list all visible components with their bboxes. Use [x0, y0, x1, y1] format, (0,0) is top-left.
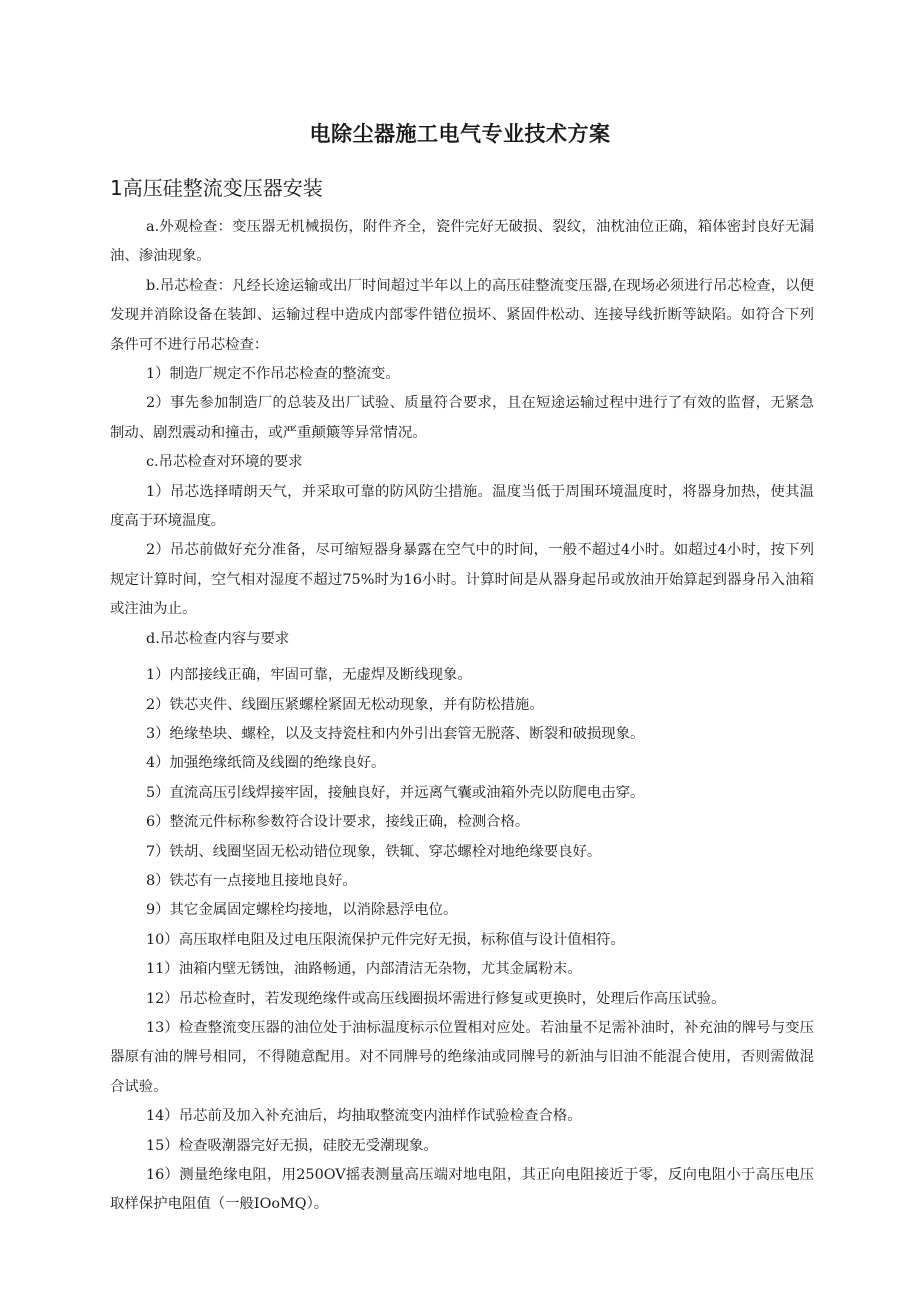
- list-item: 15）检查吸潮器完好无损，硅胶无受潮现象。: [146, 1137, 438, 1154]
- list-item: 1）内部接线正确，牢固可靠，无虚焊及断线现象。: [146, 667, 472, 684]
- list-item: 3）绝缘垫块、螺栓，以及支持瓷柱和内外引出套管无脱落、断裂和破损现象。: [146, 725, 645, 742]
- section-heading: 1高压硅整流变压器安装: [110, 176, 323, 200]
- list-item: 2）铁芯夹件、线圈压紧螺栓紧固无松动现象，并有防松措施。: [146, 696, 544, 713]
- list-item: 5）直流高压引线焊接牢固，接触良好，并远离气囊或油箱外壳以防爬电击穿。: [146, 784, 645, 801]
- list-item: 13）检查整流变压器的油位处于油标温度标示位置相对应处。若油量不足需补油时，补充油的牌号与变压器原有油的牌号相同，不得随意配用。对不同牌号的绝缘油或同牌号的新油与旧油不能混合使用，否则需做混合试验。: [110, 1019, 814, 1095]
- paragraph-b-1: 1）制造厂规定不作吊芯检查的整流变。: [146, 366, 400, 383]
- list-item: 11）油箱内壁无锈蚀，油路畅通，内部清洁无杂物，尤其金属粉末。: [146, 961, 582, 978]
- list-item: 6）整流元件标称参数符合设计要求，接线正确，检测合格。: [146, 814, 530, 831]
- paragraph-c-1: 1）吊芯选择晴朗天气，并采取可靠的防风防尘措施。温度当低于周围环境温度时，将器身加热，使其温度高于环境温度。: [110, 483, 814, 530]
- document-body: [110, 213, 814, 1220]
- paragraph-b-2: 2）事先参加制造厂的总装及出厂试验、质量符合要求，且在短途运输过程中进行了有效的监督，无紧急制动、剧烈震动和撞击，或严重颠簸等异常情况。: [110, 395, 814, 441]
- list-item: 8）铁芯有一点接地且接地良好。: [146, 872, 357, 889]
- list-item: 9）其它金属固定螺栓均接地，以消除悬浮电位。: [146, 902, 458, 919]
- list-item: 16）测量绝缘电阻，用250OV摇表测量高压端对地电阻，其正向电阻接近于零，反向电阻小于高压电压取样保护电阻值（一般IOoMQ）。: [110, 1167, 814, 1213]
- list-item: 14）吊芯前及加入补充油后，均抽取整流变内油样作试验检查合格。: [146, 1108, 582, 1125]
- list-item: 4）加强绝缘纸筒及线圈的绝缘良好。: [146, 755, 386, 772]
- list-item: 12）吊芯检查时，若发现绝缘件或高压线圈损坏需进行修复或更换时，处理后作高压试验。: [146, 990, 726, 1007]
- list-item: 10）高压取样电阻及过电压限流保护元件完好无损，标称值与设计值相符。: [146, 931, 625, 948]
- list-item: 7）铁胡、线圈坚固无松动错位现象，铁辄、穿芯螺栓对地绝缘要良好。: [146, 843, 602, 860]
- document-title: 电除尘器施工电气专业技术方案: [309, 122, 611, 146]
- paragraph-c: c.吊芯检查对环境的要求: [146, 454, 303, 471]
- paragraph-c-2: 2）吊芯前做好充分准备，尽可缩短器身暴露在空气中的时间，一般不超过4小时。如超过4小时，按下列规定计算时间，空气相对湿度不超过75%时为16小时。计算时间是从器身起吊或放油开始算起到器身吊入油箱或注油为止。: [110, 542, 814, 618]
- paragraph-b: b.吊芯检查：凡经长途运输或出厂时间超过半年以上的高压硅整流变压器,在现场必须进行吊芯检查，以便发现并消除设备在装卸、运输过程中造成内部零件错位损坏、紧固件松动、连接导线折断等缺陷。如符合下列条件可不进行吊芯检查：: [110, 277, 814, 353]
- paragraph-a: a.外观检查：变压器无机械损伤，附件齐全，瓷件完好无破损、裂纹，油枕油位正确，箱体密封良好无漏油、渗油现象。: [110, 219, 814, 265]
- paragraph-d: d.吊芯检查内容与要求: [146, 630, 290, 647]
